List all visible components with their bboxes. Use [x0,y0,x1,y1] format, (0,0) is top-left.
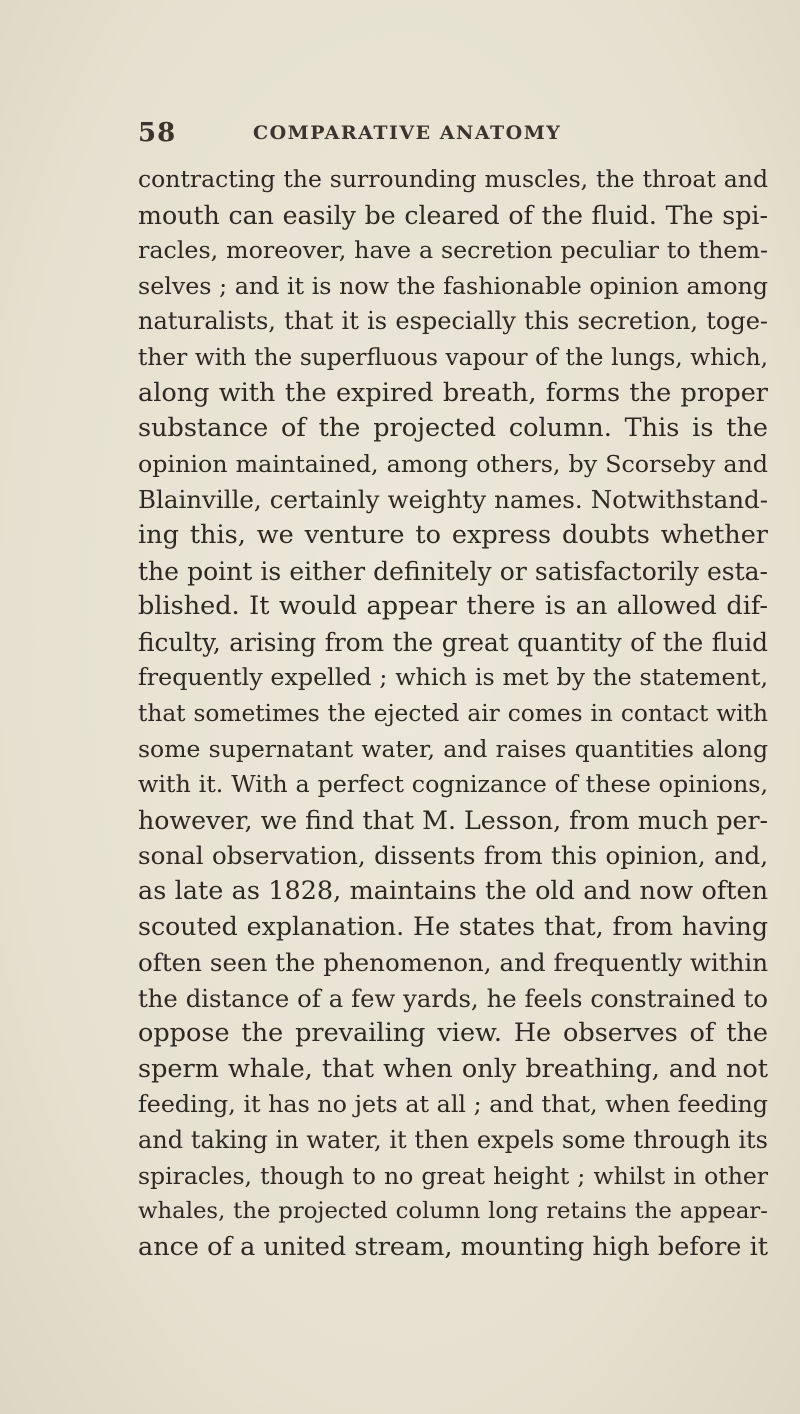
body-text [138,162,768,1265]
text-line: frequently expelled ; which is met by the statement, [138,663,768,692]
text-line: the distance of a few yards, he feels constrained to [138,983,768,1013]
text-line: some supernatant water, and raises quantities along [138,734,768,763]
text-line: the point is either definitely or satisfactorily esta- [138,556,768,586]
text-line: whales, the projected column long retains the appear- [138,1198,768,1225]
text-line: ther with the superfluous vapour of the lungs, which, [138,343,768,371]
text-line: ficulty, arising from the great quantity of the fluid [138,627,768,657]
text-line: sperm whale, that when only breathing, and not [138,1053,768,1084]
text-line: selves ; and it is now the fashionable opinion among [138,271,768,300]
text-line: mouth can easily be cleared of the fluid. The spi- [138,200,768,230]
text-line: opinion maintained, among others, by Scorseby and [138,449,768,478]
text-line: racles, moreover, have a secretion peculiar to them- [138,236,768,265]
text-line: feeding, it has no jets at all ; and that, when feeding [138,1090,768,1119]
text-line: as late as 1828, maintains the old and now often [138,875,768,906]
text-line: sonal observation, dissents from this opinion, and, [138,841,768,871]
text-line: scouted explanation. He states that, from having [138,912,768,942]
page-header [138,118,768,158]
text-line: contracting the surrounding muscles, the throat and [138,165,768,193]
text-line: often seen the phenomenon, and frequently within [138,948,768,978]
page-number: 58 [138,118,177,148]
text-line: along with the expired breath, forms the proper [138,377,768,408]
text-line: ing this, we venture to express doubts whether [138,519,768,550]
text-line: Blainville, certainly weighty names. Notwithstand- [138,485,768,515]
text-line: blished. It would appear there is an allowed dif- [138,591,768,622]
text-line: and taking in water, it then expels some through its [138,1126,768,1155]
text-line: ance of a united stream, mounting high before it [138,1231,768,1262]
text-line: however, we find that M. Lesson, from much per- [138,805,769,835]
text-line: naturalists, that it is especially this secretion, toge- [138,307,768,336]
running-head: COMPARATIVE ANATOMY [253,122,562,144]
text-line: spiracles, though to no great height ; whilst in other [138,1161,768,1190]
text-line: substance of the projected column. This is the [138,413,768,444]
text-line: with it. With a perfect cognizance of these opinions, [138,770,768,799]
text-line: oppose the prevailing view. He observes of the [138,1018,768,1049]
text-line: that sometimes the ejected air comes in contact with [138,699,768,727]
